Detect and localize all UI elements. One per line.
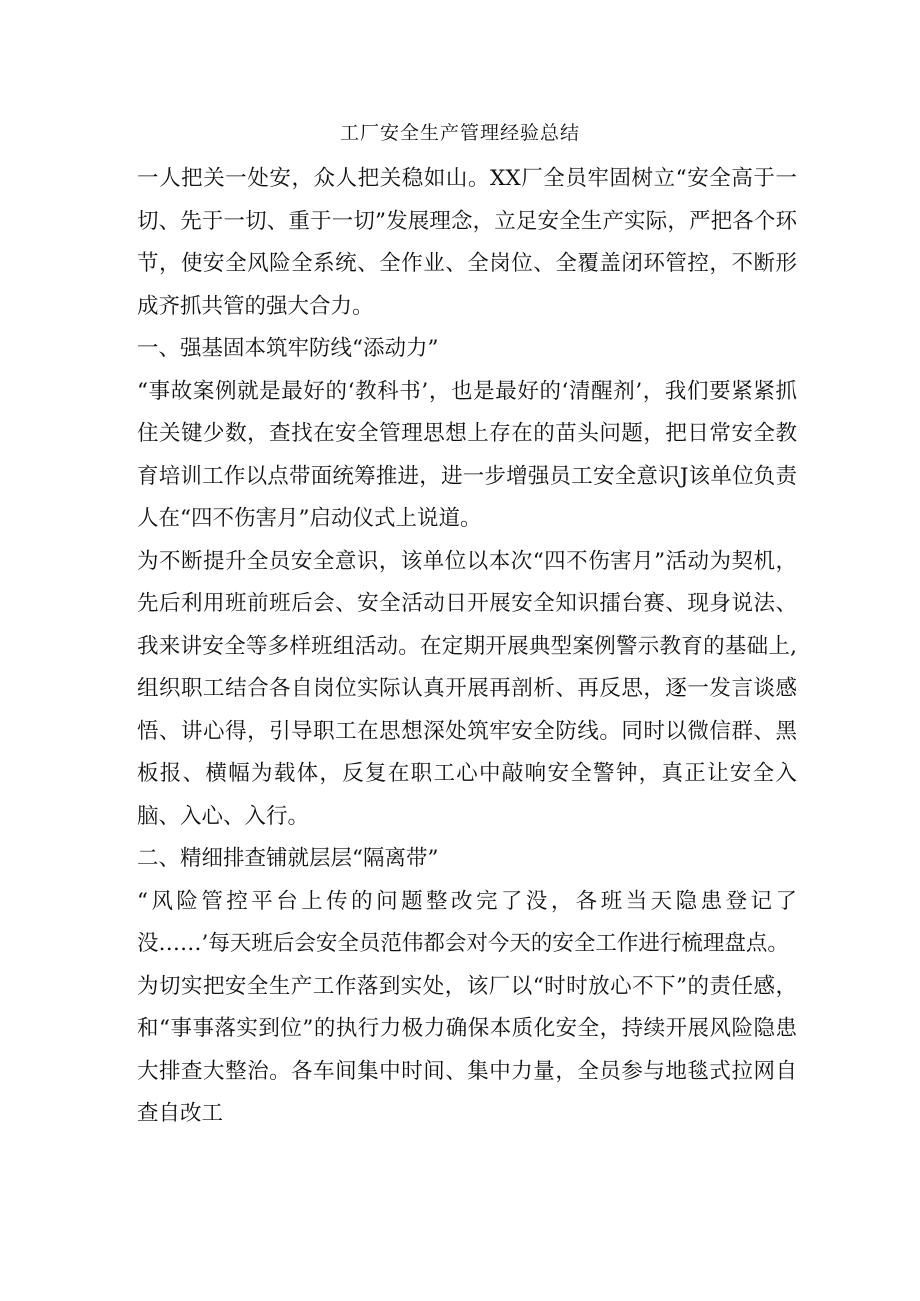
paragraph-intro: 一人把关一处安，众人把关稳如山。XX厂全员牢固树立“安全高于一切、先于一切、重于一切”发展理念，立足安全生产实际，严把各个环节，使安全风险全系统、全作业、全岗位、全覆盖闭环管控，不断形成齐抓共管的强大合力。 [137,166,797,319]
section-heading-2: 二、精细排查铺就层层“隔离带” [137,846,439,871]
paragraph-quote-1: “事故案例就是最好的‘教科书’，也是最好的‘清醒剂’，我们要紧紧抓住关键少数，查找在安全管理思想上存在的苗头问题，把日常安全教育培训工作以点带面统筹推进，进一步增强员工安全意识J该单位负责人在“四不伤害月”启动仪式上说道。 [137,378,797,531]
section-heading-1: 一、强基固本筑牢防线“添动力” [137,336,439,361]
document-title: 工厂安全生产管理经验总结 [339,122,580,144]
paragraph-quote-2: “风险管控平台上传的问题整改完了没，各班当天隐患登记了没……’每天班后会安全员范伟都会对今天的安全工作进行梳理盘点。 [137,888,797,956]
paragraph-activities: 为不断提升全员安全意识，该单位以本次“四不伤害月”活动为契机，先后利用班前班后会、安全活动日开展安全知识擂台赛、现身说法、我来讲安全等多样班组活动。在定期开展典型案例警示教育的基础上,组织职工结合各自岗位实际认真开展再剖析、再反思，逐一发言谈感悟、讲心得，引导职工在思想深处筑牢安全防线。同时以微信群、黑板报、横幅为载体，反复在职工心中敲响安全警钟，真正让安全入脑、入心、入行。 [137,548,797,829]
paragraph-inspection: 为切实把安全生产工作落到实处，该厂以“时时放心不下”的责任感，和“事事落实到位”的执行力极力确保本质化安全，持续开展风险隐患大排查大整治。各车间集中时间、集中力量，全员参与地毯式拉网自查自改工 [137,973,797,1126]
document-body [137,158,797,1136]
